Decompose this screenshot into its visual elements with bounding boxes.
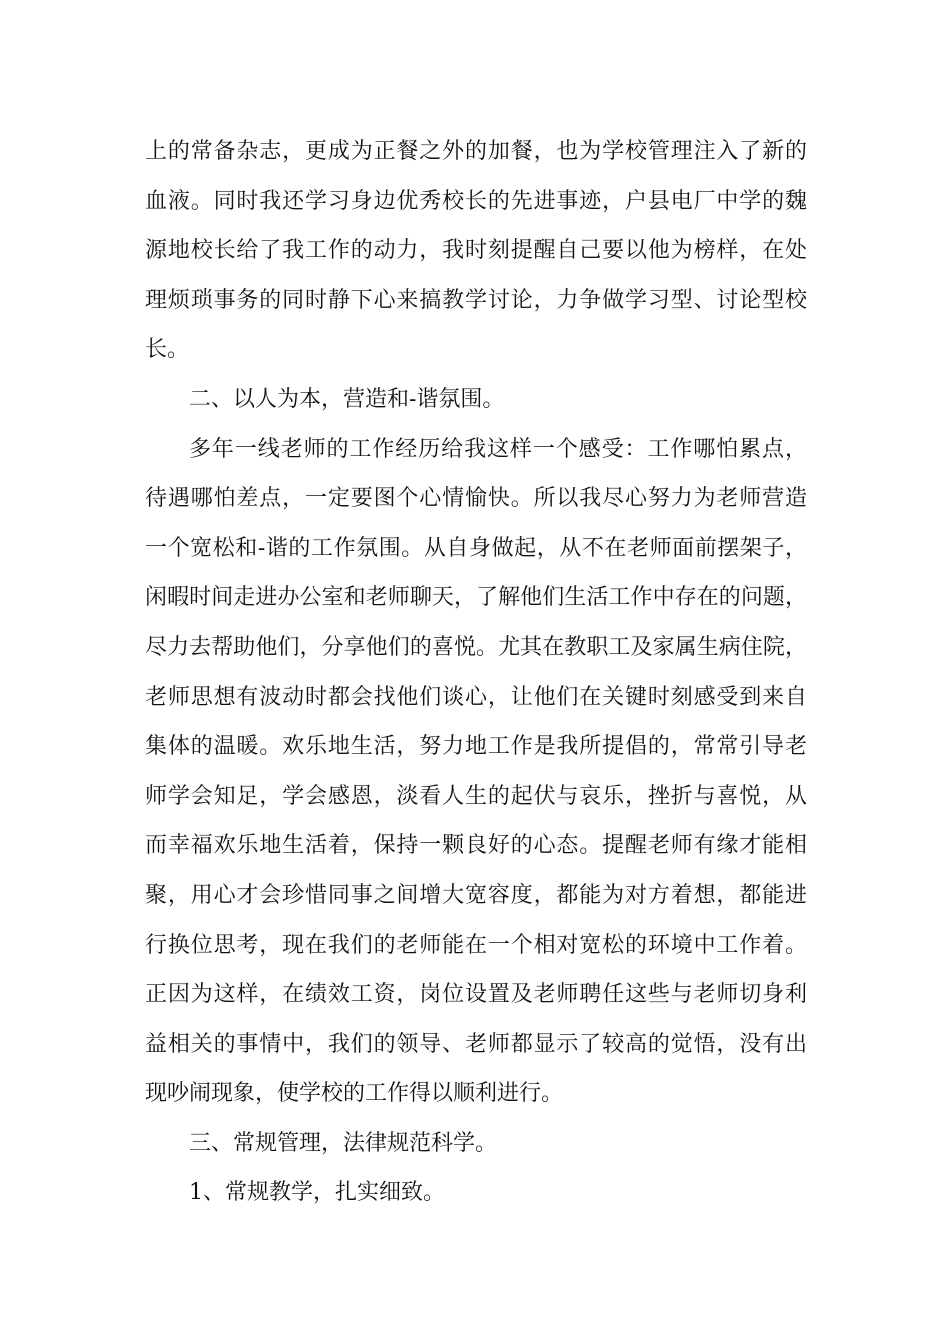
document-body	[145, 127, 807, 1218]
text-line: 益相关的事情中，我们的领导、老师都显示了较高的觉悟，没有出	[145, 1031, 808, 1057]
text-line: 上的常备杂志，更成为正餐之外的加餐，也为学校管理注入了新的	[145, 139, 808, 164]
text-line: 师学会知足，学会感恩，淡看人生的起伏与哀乐，挫折与喜悦，从	[145, 783, 808, 809]
text-line: 待遇哪怕差点，一定要图个心情愉快。所以我尽心努力为老师营造	[145, 486, 808, 512]
text-line: 闲暇时间走进办公室和老师聊天，了解他们生活工作中存在的问题，	[145, 585, 807, 611]
text-line: 老师思想有波动时都会找他们谈心，让他们在关键时刻感受到来自	[145, 684, 808, 710]
text-line: 一个宽松和-谐的工作氛围。从自身做起，从不在老师面前摆架子，	[145, 535, 808, 561]
text-line: 现吵闹现象，使学校的工作得以顺利进行。	[145, 1081, 564, 1107]
text-line: 聚，用心才会珍惜同事之间增大宽容度，都能为对方着想，都能进	[145, 882, 808, 908]
text-line: 源地校长给了我工作的动力，我时刻提醒自己要以他为榜样，在处	[145, 238, 808, 264]
text-line: 正因为这样，在绩效工资，岗位设置及老师聘任这些与老师切身利	[145, 982, 808, 1008]
text-line: 而幸福欢乐地生活着，保持一颗良好的心态。提醒老师有缘才能相	[145, 833, 808, 859]
text-line: 集体的温暖。欢乐地生活，努力地工作是我所提倡的，常常引导老	[145, 734, 808, 760]
text-line: 三、常规管理，法律规范科学。	[189, 1130, 498, 1156]
text-line: 1、常规教学，扎实细致。	[189, 1180, 445, 1206]
text-line: 理烦琐事务的同时静下心来搞教学讨论，力争做学习型、讨论型校	[145, 287, 808, 313]
text-line: 多年一线老师的工作经历给我这样一个感受：工作哪怕累点，	[189, 436, 807, 462]
text-line: 二、以人为本，营造和-谐氛围。	[189, 386, 505, 412]
text-line: 长。	[145, 337, 190, 363]
text-line: 尽力去帮助他们，分享他们的喜悦。尤其在教职工及家属生病住院，	[145, 634, 807, 660]
text-line: 行换位思考，现在我们的老师能在一个相对宽松的环境中工作着。	[145, 932, 808, 958]
text-line: 血液。同时我还学习身边优秀校长的先进事迹，户县电厂中学的魏	[145, 188, 808, 214]
